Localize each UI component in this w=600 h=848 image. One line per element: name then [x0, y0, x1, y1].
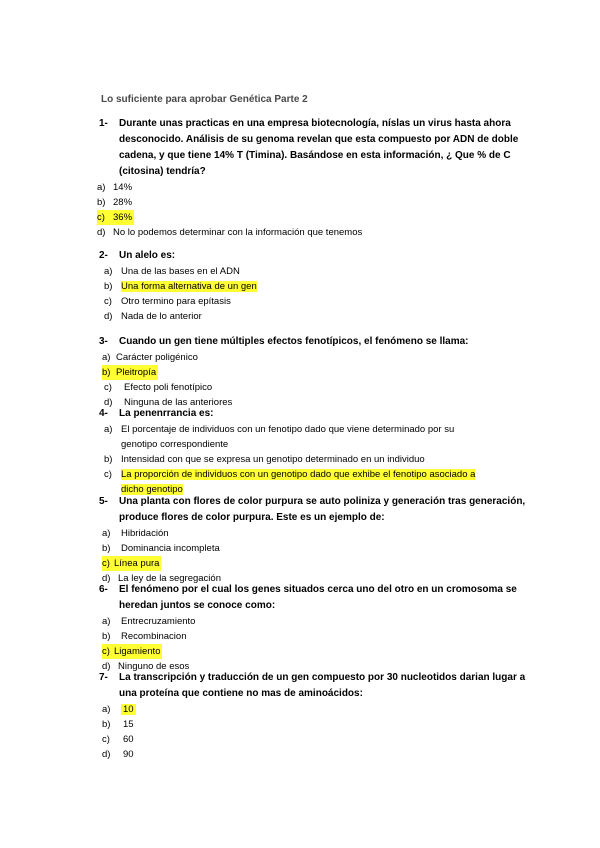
- option-d: d) 90: [102, 749, 134, 760]
- option-a-correct: a) 10: [102, 704, 134, 715]
- option-d: d) Ninguna de las anteriores: [104, 397, 233, 408]
- stem-line: Cuando un gen tiene múltiples efectos fenotípicos, el fenómeno se llama:: [119, 336, 469, 347]
- question-number: 4-: [99, 408, 108, 419]
- question-6: [99, 582, 519, 674]
- option-c: c) 60: [102, 734, 134, 745]
- question-number: 3-: [99, 336, 108, 347]
- question-stem: [99, 334, 519, 350]
- stem-line: heredan juntos se conoce como:: [119, 600, 276, 611]
- question-1: [99, 116, 519, 240]
- question-4: [99, 406, 529, 497]
- question-stem: [99, 494, 539, 526]
- option-c-correct: c) Línea pura: [102, 558, 160, 569]
- stem-line: Una planta con flores de color purpura se auto poliniza y generación tras generación,: [119, 496, 526, 507]
- option-b-correct: b) Pleitropía: [102, 367, 157, 378]
- stem-line: cadena, y que tiene 14% T (Timina). Basándose en esta información, ¿ Que % de C: [119, 150, 511, 161]
- stem-line: Un alelo es:: [119, 250, 176, 261]
- question-number: 5-: [99, 496, 108, 507]
- question-7: [99, 670, 539, 762]
- question-number: 1-: [99, 118, 108, 129]
- option-b: b) 28%: [97, 197, 133, 208]
- option-a: a) 14%: [97, 182, 133, 193]
- stem-line: desconocido. Análisis de su genoma revelan que esta compuesto por ADN de doble: [119, 134, 519, 145]
- option-b: b) Recombinacion: [102, 631, 187, 642]
- option-a-cont: genotipo correspondiente: [121, 439, 229, 450]
- stem-line: Durante unas practicas en una empresa biotecnología, níslas un virus hasta ahora: [119, 118, 511, 129]
- question-number: 6-: [99, 584, 108, 595]
- question-2: [99, 248, 519, 324]
- question-stem: [99, 248, 519, 264]
- option-c: c) Efecto poli fenotípico: [104, 382, 213, 393]
- option-a: a) Carácter poligénico: [102, 352, 198, 363]
- option-b-correct: b) Una forma alternativa de un gen: [104, 281, 257, 292]
- question-stem: [99, 582, 519, 614]
- option-c: c) Otro termino para epítasis: [104, 296, 231, 307]
- question-stem: [99, 670, 539, 702]
- question-3: [99, 334, 519, 410]
- option-b: b) Intensidad con que se expresa un genotipo determinado en un individuo: [104, 454, 425, 465]
- option-b: b) 15: [102, 719, 134, 730]
- question-5: [99, 494, 539, 586]
- option-d: d) No lo podemos determinar con la información que tenemos: [97, 227, 363, 238]
- stem-line: produce flores de color purpura. Este es un ejemplo de:: [119, 512, 385, 523]
- option-a: a) Hibridación: [102, 528, 169, 539]
- stem-line: (citosina) tendría?: [119, 166, 206, 177]
- question-number: 7-: [99, 672, 108, 683]
- option-b: b) Dominancia incompleta: [102, 543, 220, 554]
- question-stem: [99, 406, 529, 422]
- stem-line: La transcripción y traducción de un gen compuesto por 30 nucleotidos darian lugar a: [119, 672, 526, 683]
- option-c-cont: dicho genotipo: [121, 484, 183, 495]
- document-title: Lo suficiente para aprobar Genética Parte 2: [101, 94, 308, 105]
- option-c-correct: c) Ligamiento: [102, 646, 161, 657]
- question-stem: [99, 116, 519, 180]
- question-number: 2-: [99, 250, 108, 261]
- option-d: d) La ley de la segregación: [102, 573, 221, 584]
- option-d: d) Ninguno de esos: [102, 661, 190, 672]
- option-a: a) Una de las bases en el ADN: [104, 266, 240, 277]
- stem-line: La penenrrancia es:: [119, 408, 214, 419]
- stem-line: una proteína que contiene no mas de aminoácidos:: [119, 688, 363, 699]
- option-c-correct: c) La proporción de individuos con un genotipo dado que exhibe el fenotipo asociado a: [104, 469, 476, 480]
- stem-line: El fenómeno por el cual los genes situados cerca uno del otro en un cromosoma se: [119, 584, 517, 595]
- option-a: a) El porcentaje de individuos con un fenotipo dado que viene determinado por su: [104, 424, 455, 435]
- option-c-correct: c) 36%: [97, 212, 133, 223]
- option-d: d) Nada de lo anterior: [104, 311, 202, 322]
- option-a: a) Entrecruzamiento: [102, 616, 196, 627]
